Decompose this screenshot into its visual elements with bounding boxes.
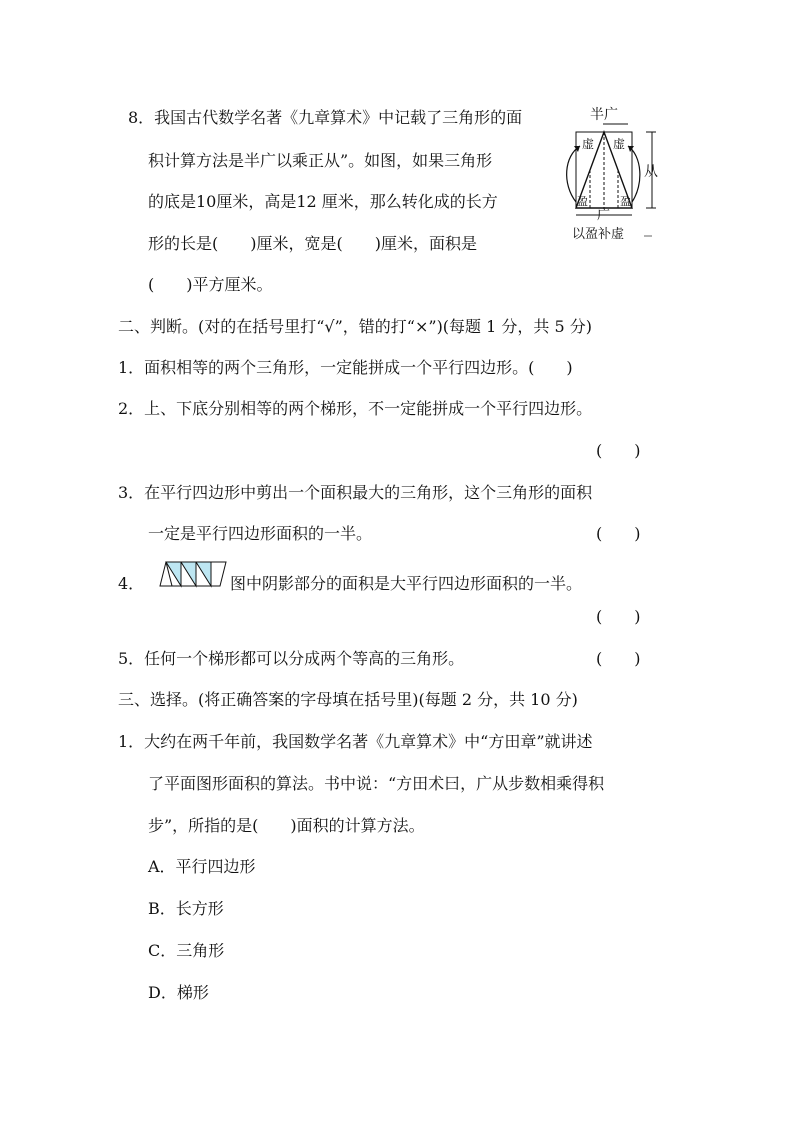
left-fill-label: 盈 — [577, 195, 588, 208]
judge-q3-line-1: 3．在平行四边形中剪出一个面积最大的三角形，这个三角形的面积 — [118, 483, 593, 502]
judge-q1: 1．面积相等的两个三角形，一定能拼成一个平行四边形。( ) — [118, 358, 573, 377]
judge-q2-answer[interactable]: ( ) — [596, 441, 641, 460]
q8-line-4: 形的长是( )厘米，宽是( )厘米，面积是 — [148, 234, 477, 253]
judge-q3-line-2: 一定是平行四边形面积的一半。 — [148, 524, 373, 543]
right-gap-label: 虚 — [613, 137, 626, 151]
choice-option-d: D．梯形 — [148, 983, 209, 1002]
q8-line-1: 8．我国古代数学名著《九章算术》中记载了三角形的面 — [128, 108, 523, 127]
q8-line-3: 的底是10厘米，高是12 厘米，那么转化成的长方 — [148, 192, 498, 211]
judge-q4-answer[interactable]: ( ) — [596, 607, 641, 626]
left-gap-label: 虚 — [582, 137, 595, 151]
half-base-label: 半广 — [590, 107, 618, 123]
choice-option-b: B．长方形 — [148, 899, 224, 918]
section-2-heading: 二、判断。(对的在括号里打“√”，错的打“×”)(每题 1 分，共 5 分) — [118, 317, 592, 336]
figure-caption: 以盈补虚 — [572, 227, 625, 242]
judge-q3-answer[interactable]: ( ) — [596, 524, 641, 543]
choice-option-a: A．平行四边形 — [148, 857, 256, 876]
judge-q5-answer[interactable]: ( ) — [596, 649, 641, 668]
judge-q5: 5．任何一个梯形都可以分成两个等高的三角形。 — [118, 649, 465, 668]
judge-q2: 2．上、下底分别相等的两个梯形，不一定能拼成一个平行四边形。 — [118, 399, 593, 418]
left-move-arrow — [567, 146, 580, 202]
right-move-arrow — [628, 146, 640, 202]
judge-q4-text: 图中阴影部分的面积是大平行四边形面积的一半。 — [230, 574, 583, 593]
q8-line-5: ( )平方厘米。 — [148, 275, 273, 294]
base-label: 广 — [597, 208, 611, 223]
height-label: 从 — [644, 164, 658, 180]
parallelogram-figure — [150, 560, 230, 588]
section-3-heading: 三、选择。(将正确答案的字母填在括号里)(每题 2 分，共 10 分) — [118, 690, 578, 709]
choice-q1-line-1: 1．大约在两千年前，我国数学名著《九章算术》中“方田章”就讲述 — [118, 732, 593, 751]
choice-q1-line-2: 了平面图形面积的算法。书中说：“方田术曰，广从步数相乘得积 — [148, 774, 605, 793]
q8-line-2: 积计算方法是半广以乘正从”。如图，如果三角形 — [148, 151, 493, 170]
triangle-figure — [560, 104, 670, 244]
judge-q4-number: 4． — [118, 574, 145, 593]
choice-q1-line-3: 步”，所指的是( )面积的计算方法。 — [148, 816, 425, 835]
choice-option-c: C．三角形 — [148, 941, 225, 960]
right-fill-label: 盈 — [620, 195, 631, 208]
